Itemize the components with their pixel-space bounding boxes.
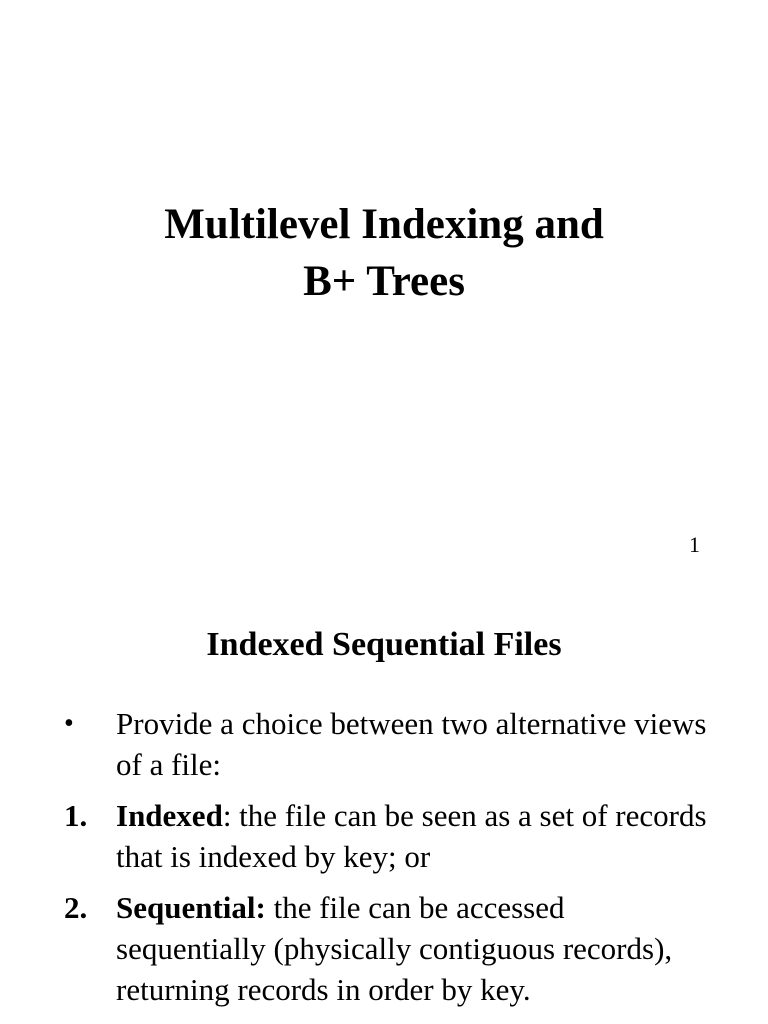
- slide-title: Indexed Sequential Files: [206, 626, 562, 663]
- list-item-term: Indexed: [116, 798, 223, 833]
- list-item-sequential: [0, 887, 768, 1010]
- bullet-list: [0, 703, 768, 1020]
- slide-title-line-1: Multilevel Indexing and: [164, 201, 604, 248]
- number-marker: 2.: [64, 890, 88, 925]
- list-item-intro: [0, 703, 768, 785]
- list-item-indexed: [0, 795, 768, 877]
- slide-title-line-2: B+ Trees: [303, 258, 465, 305]
- list-item-text: the file can be accessed sequentially (physically contiguous records), returning records in order by key.: [116, 890, 673, 1007]
- number-marker: 1.: [64, 798, 88, 833]
- page-number: 1: [689, 532, 700, 557]
- slide-2: [0, 590, 768, 1024]
- list-item-text: Provide a choice between two alternative views of a file:: [116, 706, 707, 782]
- slide-title: [0, 196, 768, 310]
- list-item-text: : the file can be seen as a set of records that is indexed by key; or: [116, 798, 707, 874]
- bullet-marker: •: [64, 708, 74, 739]
- list-item-term: Sequential:: [116, 890, 266, 925]
